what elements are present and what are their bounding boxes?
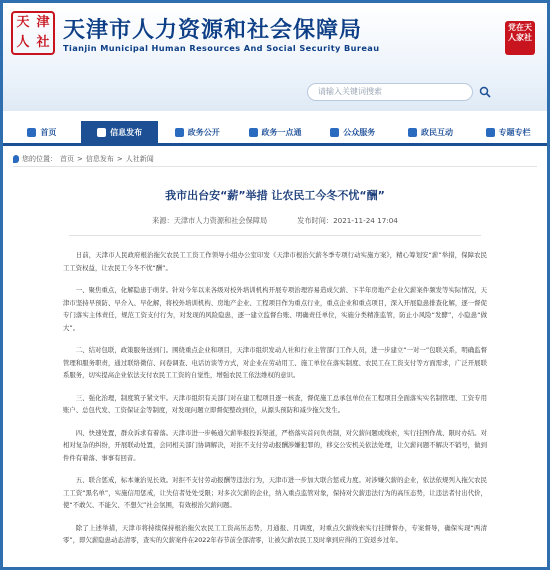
nav-label: 政务公开 — [187, 127, 220, 137]
article-paragraph: 除了上述举措，天津市将持续保持根治拖欠农民工工资高压态势，月通报、月调度，对重点欠薪线索实行挂牌督办，专案督导，确保实现“两清零”，即欠薪隐患动态清零，查实的欠薪案件在2022年春节前全部清零，让被欠薪农民工及时拿到应得的工资返乡过年。 — [63, 523, 487, 544]
nav-item-info-release[interactable] — [81, 121, 159, 143]
logo-char: 津 — [36, 15, 50, 30]
source-value: 天津市人力资源和社会保障局 — [173, 216, 268, 225]
nav-item-gov-affairs[interactable] — [158, 121, 236, 143]
article-body — [63, 249, 487, 557]
date-label: 发布时间： — [297, 216, 334, 225]
breadcrumb-link-info[interactable]: 信息发布 — [85, 154, 114, 163]
search-icon — [479, 86, 491, 98]
article-date — [297, 216, 398, 226]
article-paragraph: 一、聚焦重点，化解隐患于萌芽。针对今年以来各级对校外培训机构开展专项治理容易造成欠薪、下半年房地产企业欠薪案件频发等实际情况，天津市坚持早预防、早介入、早化解，将校外培训机构、房地产企业、工程项目作为重点行业，重点企业和重点项目，深入开展隐患排查化解，逐一督促专门落实主体责任，规范工资支付行为，对发现的风险隐患，逐一建立监督台账、明确责任单位，实施分类精准监管，防止小风险“发酵”，小隐患“做大”。 — [63, 286, 487, 332]
article-title: 我市出台安“薪”举措 让农民工今冬不忧“酬” — [165, 189, 385, 202]
date-value: 2021-11-24 17:04 — [333, 216, 398, 225]
article-paragraph: 四、快速处置，群众诉求有着落。天津市进一步畅通欠薪举报投诉渠道，严格落实首问负责制，对欠薪问题或线索，实行挂图作战、限时办结。对相对复杂的纠纷，开展联动处置，会同相关部门协调解决，对拒不支付劳动报酬涉嫌犯罪的，移交公安机关依法处理，让欠薪问题不解决不销号，做到件件有着落、事事有回音。 — [63, 428, 487, 462]
logo-char: 社 — [36, 35, 50, 50]
logo-char: 人 — [16, 35, 30, 50]
breadcrumb-link-home[interactable]: 首页 — [60, 154, 74, 163]
nav-underline — [3, 143, 547, 146]
article-paragraph: 二、结对包联，政策服务送到门。围绕重点企业和项目，天津市组织发动人社和行业主管部门工作人员，进一步建立“一对一”包联关系，明确监督管理和服务职责，通过联络微信、问卷调查、电话访谈等方式，对企业在劳动用工、施工单位在落实制度、农民工在工资支付等方面需求，广泛开展联系服务，切实提高企业依法支付农民工工资的自觉性，增强农民工依法维权的意识。 — [63, 346, 487, 379]
nav-item-interaction[interactable] — [392, 121, 470, 143]
breadcrumb — [13, 151, 537, 167]
document-icon — [175, 128, 184, 137]
grid-icon — [249, 128, 258, 137]
article-paragraph: 五、联合惩戒，标本兼治见长效。对拒不支付劳动报酬等违法行为，天津市进一步加大联合惩戒力度。对涉嫌欠薪的企业，依法依规列入拖欠农民工工资“黑名单”，实施信用惩戒，让失信者处处受限；对多次欠薪的企业，纳入重点监管对象，保持对欠薪违法行为的高压态势，让违法者付出代价，使“不敢欠、不能欠、不想欠”社会氛围，有效根治欠薪问题。 — [63, 476, 487, 509]
article-paragraph: 三、强化治理，制度筑子紧文牢。天津市组织有关部门对在建工程项目逐一核查，督促施工总承包单位在工程项目全面落实实名制管理、工资专用账户、总包代发、工资保证金等制度，对发现问题立即督促整改到位，从源头预防和减少拖欠发生。 — [63, 393, 487, 414]
nav-item-special-topics[interactable] — [469, 121, 547, 143]
nav-item-one-stop[interactable] — [236, 121, 314, 143]
party-seal-icon: 党在天人家社 — [505, 21, 535, 55]
breadcrumb-separator: > — [77, 154, 83, 163]
divider — [69, 235, 481, 236]
source-label: 来源： — [152, 216, 174, 225]
nav-label: 专题专栏 — [498, 127, 531, 137]
search-input[interactable]: 请输入关键词搜索 — [307, 83, 473, 101]
site-header — [3, 3, 547, 111]
breadcrumb-prefix: 您的位置： — [22, 154, 57, 163]
breadcrumb-separator: > — [116, 154, 123, 163]
nav-item-public-service[interactable] — [314, 121, 392, 143]
home-icon — [27, 128, 36, 137]
nav-label: 公众服务 — [343, 127, 376, 137]
nav-label: 信息发布 — [110, 127, 143, 137]
search-button[interactable] — [475, 83, 495, 101]
breadcrumb-link-news[interactable]: 人社新闻 — [125, 154, 154, 163]
location-icon — [13, 155, 19, 163]
nav-item-home[interactable] — [3, 121, 81, 143]
site-title: 天津市人力资源和社会保障局 — [63, 17, 363, 43]
article-meta — [3, 211, 547, 231]
logo-char: 天 — [16, 15, 30, 30]
bookmark-icon — [486, 128, 495, 137]
site-logo[interactable] — [11, 11, 55, 55]
nav-label: 政民互动 — [420, 127, 453, 137]
article-source — [152, 216, 267, 226]
page-frame — [3, 3, 547, 567]
people-icon — [330, 128, 339, 137]
chat-icon — [408, 128, 417, 137]
nav-label: 政务一点通 — [261, 127, 302, 137]
site-title-en: Tianjin Municipal Human Resources And Social Security Bureau — [63, 43, 380, 53]
nav-label: 首页 — [40, 127, 57, 137]
info-icon — [97, 128, 106, 137]
article-paragraph: 日前，天津市人民政府根治拖欠农民工工资工作领导小组办公室印发《天津市根治欠薪冬季专项行动实施方案》，精心筹划安“薪”举措，保障农民工工资权益，让农民工今冬不忧“酬”。 — [63, 251, 487, 272]
main-nav — [3, 121, 547, 143]
